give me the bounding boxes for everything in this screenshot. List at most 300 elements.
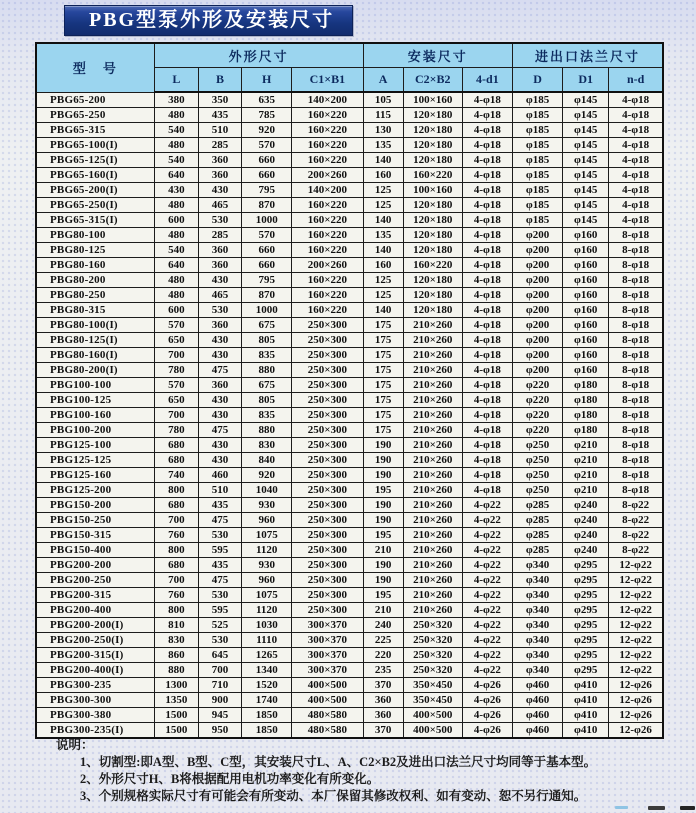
value-cell: 140	[363, 243, 403, 258]
value-cell: 120×180	[403, 153, 462, 168]
value-cell: 160×220	[292, 273, 363, 288]
value-cell: 880	[242, 423, 292, 438]
value-cell: 285	[198, 228, 241, 243]
value-cell: 360	[198, 243, 241, 258]
value-cell: 160×220	[292, 288, 363, 303]
table-row	[36, 243, 663, 258]
value-cell: 780	[154, 363, 198, 378]
table-row	[36, 318, 663, 333]
value-cell: 8-φ18	[609, 438, 663, 453]
value-cell: 120×180	[403, 288, 462, 303]
value-cell: 960	[242, 513, 292, 528]
table-row	[36, 258, 663, 273]
value-cell: 120×180	[403, 198, 462, 213]
model-cell: PBG65-100(I)	[36, 138, 154, 153]
value-cell: 880	[242, 363, 292, 378]
value-cell: 760	[154, 588, 198, 603]
value-cell: 8-φ22	[609, 543, 663, 558]
value-cell: φ180	[563, 408, 609, 423]
value-cell: 12-φ26	[609, 708, 663, 723]
value-cell: 930	[242, 498, 292, 513]
model-cell: PBG80-200	[36, 273, 154, 288]
value-cell: 795	[242, 273, 292, 288]
value-cell: 510	[198, 483, 241, 498]
value-cell: 830	[242, 438, 292, 453]
value-cell: 140×200	[292, 183, 363, 198]
value-cell: 12-φ22	[609, 618, 663, 633]
value-cell: 795	[242, 183, 292, 198]
value-cell: 200×260	[292, 168, 363, 183]
value-cell: 400×500	[292, 678, 363, 693]
model-cell: PBG125-125	[36, 453, 154, 468]
notes-title: 说明：	[56, 738, 94, 752]
value-cell: φ460	[512, 708, 562, 723]
model-cell: PBG300-235	[36, 678, 154, 693]
table-row	[36, 603, 663, 618]
table-header	[36, 43, 663, 92]
value-cell: 130	[363, 123, 403, 138]
value-cell: 4-φ18	[609, 92, 663, 108]
model-cell: PBG100-200	[36, 423, 154, 438]
value-cell: 4-φ18	[609, 183, 663, 198]
value-cell: φ295	[563, 603, 609, 618]
value-cell: 650	[154, 333, 198, 348]
value-cell: 660	[242, 153, 292, 168]
value-cell: φ160	[563, 258, 609, 273]
table-row	[36, 393, 663, 408]
value-cell: 210×260	[403, 573, 462, 588]
value-cell: 250×300	[292, 453, 363, 468]
value-cell: 12-φ22	[609, 558, 663, 573]
value-cell: 210	[363, 543, 403, 558]
note-item: 2、外形尺寸H、B将根据配用电机功率变化有所变化。	[80, 772, 380, 786]
value-cell: 250×300	[292, 393, 363, 408]
value-cell: 430	[198, 393, 241, 408]
value-cell: 4-φ18	[462, 318, 512, 333]
value-cell: 570	[154, 318, 198, 333]
value-cell: 400×500	[403, 708, 462, 723]
value-cell: 210×260	[403, 333, 462, 348]
value-cell: φ250	[512, 468, 562, 483]
value-cell: 810	[154, 618, 198, 633]
value-cell: 8-φ18	[609, 333, 663, 348]
value-cell: 210×260	[403, 588, 462, 603]
value-cell: 8-φ18	[609, 408, 663, 423]
value-cell: 370	[363, 723, 403, 739]
value-cell: 190	[363, 573, 403, 588]
value-cell: 210×260	[403, 543, 462, 558]
value-cell: 960	[242, 573, 292, 588]
table-row	[36, 633, 663, 648]
group-header-outline-dims: 外形尺寸	[154, 43, 363, 68]
value-cell: 210×260	[403, 318, 462, 333]
value-cell: φ200	[512, 258, 562, 273]
value-cell: 235	[363, 663, 403, 678]
value-cell: 195	[363, 528, 403, 543]
value-cell: 4-φ18	[462, 303, 512, 318]
value-cell: φ285	[512, 513, 562, 528]
value-cell: 125	[363, 273, 403, 288]
value-cell: 250×320	[403, 648, 462, 663]
value-cell: 8-φ18	[609, 483, 663, 498]
table-row	[36, 92, 663, 108]
scan-artifact	[680, 806, 695, 810]
table-row	[36, 453, 663, 468]
value-cell: 435	[198, 108, 241, 123]
value-cell: 4-φ22	[462, 648, 512, 663]
model-cell: PBG125-100	[36, 438, 154, 453]
value-cell: 4-φ18	[462, 228, 512, 243]
value-cell: 950	[198, 723, 241, 739]
value-cell: 1350	[154, 693, 198, 708]
value-cell: 1850	[242, 723, 292, 739]
value-cell: 175	[363, 333, 403, 348]
value-cell: φ185	[512, 92, 562, 108]
table-row	[36, 588, 663, 603]
value-cell: 700	[198, 663, 241, 678]
value-cell: 4-φ26	[462, 723, 512, 739]
value-cell: 4-φ22	[462, 573, 512, 588]
value-cell: φ410	[563, 708, 609, 723]
value-cell: 120×180	[403, 228, 462, 243]
value-cell: 4-φ18	[462, 483, 512, 498]
value-cell: 4-φ18	[462, 468, 512, 483]
value-cell: φ160	[563, 333, 609, 348]
value-cell: 660	[242, 258, 292, 273]
value-cell: 4-φ22	[462, 663, 512, 678]
value-cell: φ185	[512, 123, 562, 138]
value-cell: 760	[154, 528, 198, 543]
model-cell: PBG150-400	[36, 543, 154, 558]
value-cell: 160×220	[292, 303, 363, 318]
table-row	[36, 528, 663, 543]
value-cell: 700	[154, 348, 198, 363]
value-cell: φ250	[512, 438, 562, 453]
value-cell: 8-φ18	[609, 228, 663, 243]
value-cell: 250×320	[403, 633, 462, 648]
value-cell: φ295	[563, 558, 609, 573]
model-cell: PBG65-125(I)	[36, 153, 154, 168]
value-cell: 190	[363, 438, 403, 453]
value-cell: 120×180	[403, 108, 462, 123]
table-row	[36, 573, 663, 588]
value-cell: 190	[363, 468, 403, 483]
value-cell: 125	[363, 288, 403, 303]
model-cell: PBG200-250(I)	[36, 633, 154, 648]
table-row	[36, 198, 663, 213]
value-cell: φ180	[563, 393, 609, 408]
model-cell: PBG150-315	[36, 528, 154, 543]
value-cell: 250×300	[292, 498, 363, 513]
value-cell: 190	[363, 558, 403, 573]
value-cell: φ220	[512, 423, 562, 438]
model-cell: PBG200-315	[36, 588, 154, 603]
value-cell: 370	[363, 678, 403, 693]
notes	[56, 737, 596, 805]
value-cell: φ285	[512, 543, 562, 558]
value-cell: 160×220	[292, 198, 363, 213]
page-title	[64, 5, 353, 36]
value-cell: 105	[363, 92, 403, 108]
value-cell: 160×220	[292, 243, 363, 258]
value-cell: φ220	[512, 408, 562, 423]
value-cell: 4-φ18	[462, 423, 512, 438]
value-cell: φ185	[512, 198, 562, 213]
value-cell: 4-φ18	[462, 333, 512, 348]
value-cell: 250×300	[292, 588, 363, 603]
value-cell: 4-φ22	[462, 603, 512, 618]
value-cell: 920	[242, 123, 292, 138]
value-cell: 300×370	[292, 633, 363, 648]
table-row	[36, 378, 663, 393]
value-cell: 250×300	[292, 438, 363, 453]
value-cell: 570	[242, 228, 292, 243]
value-cell: 400×500	[403, 723, 462, 739]
value-cell: 1265	[242, 648, 292, 663]
value-cell: 4-φ18	[462, 198, 512, 213]
value-cell: φ145	[563, 123, 609, 138]
value-cell: 780	[154, 423, 198, 438]
value-cell: 4-φ18	[462, 243, 512, 258]
value-cell: φ460	[512, 693, 562, 708]
value-cell: 1120	[242, 603, 292, 618]
model-cell: PBG300-235(I)	[36, 723, 154, 739]
value-cell: φ240	[563, 528, 609, 543]
value-cell: 8-φ18	[609, 453, 663, 468]
value-cell: 160×220	[403, 168, 462, 183]
value-cell: φ145	[563, 198, 609, 213]
value-cell: 250×300	[292, 528, 363, 543]
value-cell: 525	[198, 618, 241, 633]
value-cell: 190	[363, 513, 403, 528]
value-cell: φ340	[512, 588, 562, 603]
value-cell: 945	[198, 708, 241, 723]
value-cell: 530	[198, 213, 241, 228]
value-cell: 480	[154, 273, 198, 288]
value-cell: 160×220	[292, 228, 363, 243]
model-cell: PBG100-160	[36, 408, 154, 423]
col-header-D1: D1	[563, 68, 609, 93]
value-cell: 1030	[242, 618, 292, 633]
value-cell: 680	[154, 453, 198, 468]
col-header-D: D	[512, 68, 562, 93]
value-cell: 210×260	[403, 423, 462, 438]
value-cell: 250×300	[292, 603, 363, 618]
value-cell: 1340	[242, 663, 292, 678]
value-cell: 465	[198, 198, 241, 213]
value-cell: 8-φ18	[609, 363, 663, 378]
value-cell: 210	[363, 603, 403, 618]
model-cell: PBG65-250	[36, 108, 154, 123]
value-cell: 1300	[154, 678, 198, 693]
value-cell: 210×260	[403, 468, 462, 483]
value-cell: 250×300	[292, 513, 363, 528]
value-cell: φ210	[563, 468, 609, 483]
value-cell: 100×160	[403, 183, 462, 198]
value-cell: 1850	[242, 708, 292, 723]
value-cell: 4-φ18	[462, 258, 512, 273]
value-cell: 480	[154, 108, 198, 123]
table-row	[36, 273, 663, 288]
value-cell: 210×260	[403, 528, 462, 543]
value-cell: 465	[198, 288, 241, 303]
value-cell: 4-φ18	[609, 138, 663, 153]
value-cell: φ160	[563, 318, 609, 333]
value-cell: 360	[198, 168, 241, 183]
value-cell: 430	[198, 273, 241, 288]
value-cell: 12-φ26	[609, 678, 663, 693]
value-cell: 195	[363, 483, 403, 498]
value-cell: 540	[154, 243, 198, 258]
value-cell: φ185	[512, 213, 562, 228]
col-header-C1xB1: C1×B1	[292, 68, 363, 93]
value-cell: 160×220	[292, 138, 363, 153]
value-cell: 460	[198, 468, 241, 483]
value-cell: φ240	[563, 498, 609, 513]
value-cell: 710	[198, 678, 241, 693]
value-cell: 120×180	[403, 273, 462, 288]
col-header-L: L	[154, 68, 198, 93]
table-row	[36, 723, 663, 739]
value-cell: 210×260	[403, 453, 462, 468]
dimensions-table	[35, 42, 664, 739]
model-cell: PBG65-315	[36, 123, 154, 138]
table-row	[36, 138, 663, 153]
value-cell: 350×450	[403, 693, 462, 708]
value-cell: 210×260	[403, 378, 462, 393]
value-cell: φ340	[512, 663, 562, 678]
value-cell: φ410	[563, 678, 609, 693]
table-row	[36, 498, 663, 513]
value-cell: 835	[242, 408, 292, 423]
value-cell: 8-φ18	[609, 243, 663, 258]
value-cell: 12-φ22	[609, 633, 663, 648]
model-cell: PBG80-100(I)	[36, 318, 154, 333]
value-cell: 360	[363, 708, 403, 723]
value-cell: 4-φ18	[609, 198, 663, 213]
value-cell: 160×220	[292, 213, 363, 228]
value-cell: 830	[154, 633, 198, 648]
value-cell: 360	[198, 378, 241, 393]
value-cell: 645	[198, 648, 241, 663]
value-cell: φ295	[563, 573, 609, 588]
value-cell: 8-φ18	[609, 423, 663, 438]
value-cell: 675	[242, 318, 292, 333]
model-cell: PBG65-200(I)	[36, 183, 154, 198]
value-cell: 8-φ22	[609, 528, 663, 543]
value-cell: 350×450	[403, 678, 462, 693]
value-cell: 4-φ18	[462, 92, 512, 108]
table-row	[36, 693, 663, 708]
value-cell: φ340	[512, 603, 562, 618]
value-cell: 4-φ22	[462, 513, 512, 528]
value-cell: 870	[242, 198, 292, 213]
value-cell: φ340	[512, 648, 562, 663]
value-cell: 1120	[242, 543, 292, 558]
value-cell: 8-φ18	[609, 303, 663, 318]
value-cell: φ410	[563, 723, 609, 739]
value-cell: 12-φ22	[609, 603, 663, 618]
value-cell: 360	[198, 318, 241, 333]
value-cell: 8-φ18	[609, 318, 663, 333]
value-cell: φ220	[512, 378, 562, 393]
value-cell: 1075	[242, 528, 292, 543]
value-cell: 4-φ18	[462, 393, 512, 408]
value-cell: 4-φ22	[462, 558, 512, 573]
col-header-B: B	[198, 68, 241, 93]
value-cell: 8-φ18	[609, 378, 663, 393]
value-cell: 480	[154, 228, 198, 243]
value-cell: 4-φ18	[462, 123, 512, 138]
value-cell: 930	[242, 558, 292, 573]
value-cell: 175	[363, 348, 403, 363]
table-row	[36, 153, 663, 168]
value-cell: 8-φ22	[609, 513, 663, 528]
value-cell: 480	[154, 138, 198, 153]
value-cell: 680	[154, 558, 198, 573]
value-cell: 595	[198, 543, 241, 558]
value-cell: φ460	[512, 678, 562, 693]
value-cell: 600	[154, 213, 198, 228]
value-cell: 8-φ18	[609, 288, 663, 303]
value-cell: 210×260	[403, 363, 462, 378]
model-cell: PBG65-160(I)	[36, 168, 154, 183]
value-cell: φ160	[563, 363, 609, 378]
value-cell: φ295	[563, 663, 609, 678]
value-cell: 435	[198, 498, 241, 513]
value-cell: 430	[154, 183, 198, 198]
value-cell: φ240	[563, 513, 609, 528]
col-header-model: 型 号	[36, 43, 154, 92]
value-cell: 360	[198, 153, 241, 168]
value-cell: φ185	[512, 168, 562, 183]
value-cell: 1000	[242, 213, 292, 228]
value-cell: 210×260	[403, 558, 462, 573]
value-cell: φ185	[512, 153, 562, 168]
value-cell: 250×300	[292, 543, 363, 558]
value-cell: 4-φ22	[462, 543, 512, 558]
value-cell: 160×220	[292, 108, 363, 123]
value-cell: 530	[198, 633, 241, 648]
value-cell: 4-φ26	[462, 708, 512, 723]
value-cell: 135	[363, 138, 403, 153]
value-cell: 300×370	[292, 618, 363, 633]
value-cell: φ185	[512, 183, 562, 198]
value-cell: 250×320	[403, 618, 462, 633]
model-cell: PBG200-400(I)	[36, 663, 154, 678]
model-cell: PBG200-400	[36, 603, 154, 618]
value-cell: 380	[154, 92, 198, 108]
value-cell: 210×260	[403, 393, 462, 408]
value-cell: 120×180	[403, 303, 462, 318]
value-cell: 1110	[242, 633, 292, 648]
note-item: 1、切割型:即A型、B型、C型，其安装尺寸L、A、C2×B2及进出口法兰尺寸均同等于基本型。	[80, 755, 597, 769]
value-cell: φ145	[563, 183, 609, 198]
value-cell: 220	[363, 648, 403, 663]
value-cell: φ250	[512, 483, 562, 498]
value-cell: 140	[363, 303, 403, 318]
value-cell: 900	[198, 693, 241, 708]
table-row	[36, 513, 663, 528]
value-cell: 140	[363, 213, 403, 228]
value-cell: 125	[363, 183, 403, 198]
value-cell: 8-φ18	[609, 348, 663, 363]
value-cell: 4-φ26	[462, 678, 512, 693]
model-cell: PBG80-160	[36, 258, 154, 273]
value-cell: 250×320	[403, 663, 462, 678]
table-row	[36, 183, 663, 198]
value-cell: 12-φ22	[609, 648, 663, 663]
